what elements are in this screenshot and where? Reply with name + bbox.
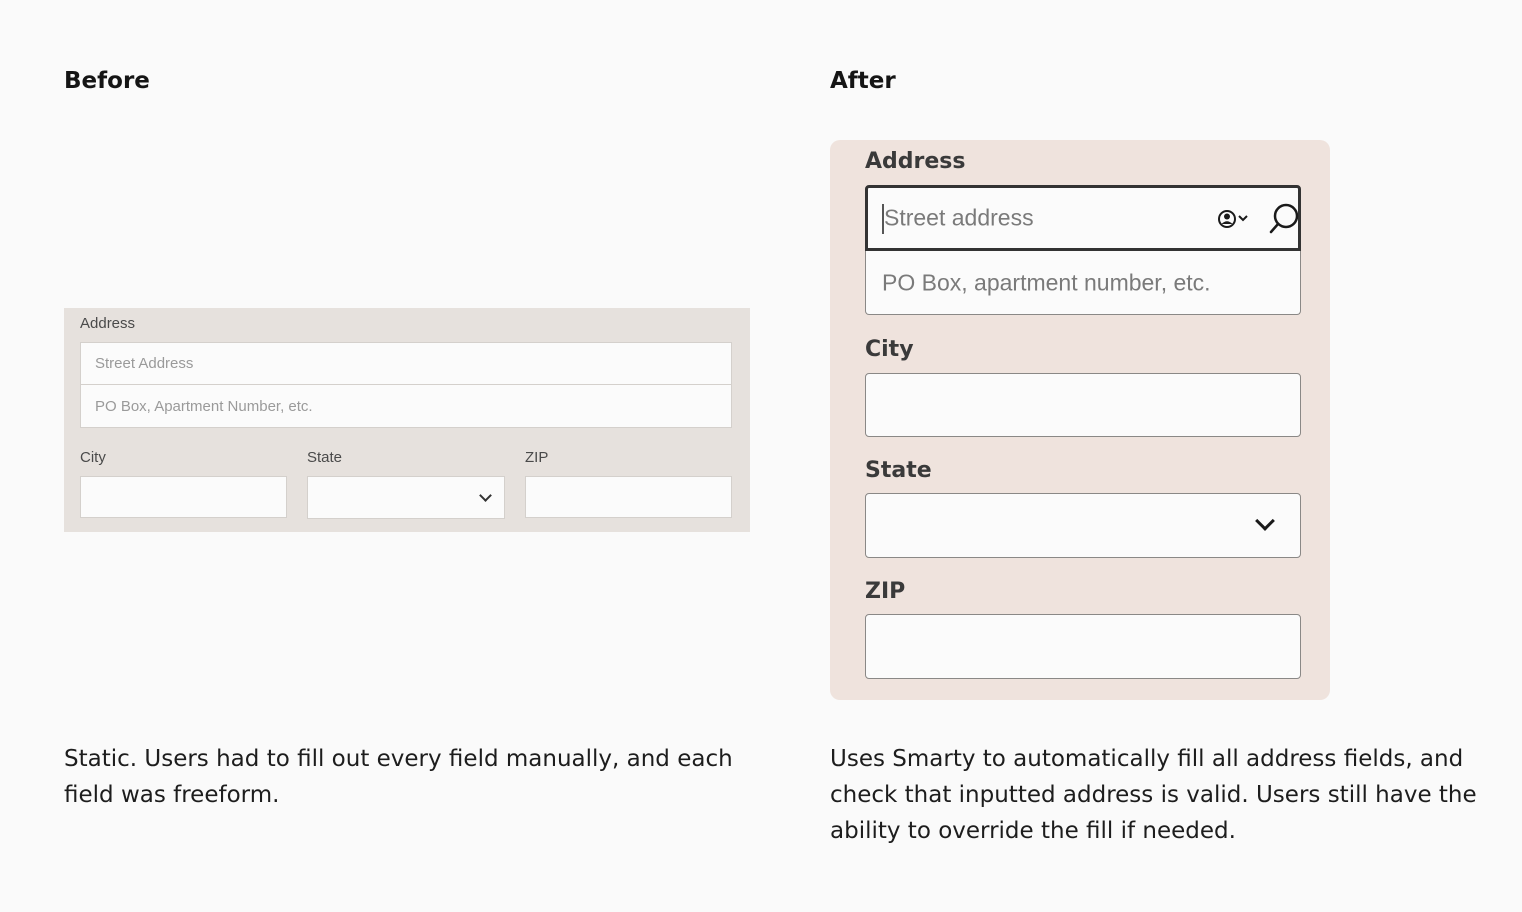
search-icon[interactable] — [1267, 202, 1301, 236]
after-address-label: Address — [865, 149, 966, 174]
before-secondary-address-input[interactable] — [80, 384, 732, 428]
contact-autofill-icon[interactable] — [1217, 208, 1253, 230]
before-state-select[interactable] — [307, 476, 505, 519]
after-street-address-input[interactable] — [865, 185, 1301, 251]
before-city-label: City — [80, 449, 106, 466]
after-heading: After — [830, 68, 896, 94]
before-zip-label: ZIP — [525, 449, 549, 466]
before-secondary-address-placeholder: PO Box, Apartment Number, etc. — [95, 397, 313, 415]
after-state-label: State — [865, 458, 932, 483]
after-zip-label: ZIP — [865, 579, 906, 604]
after-city-input[interactable] — [865, 373, 1301, 437]
after-street-address-placeholder: Street address — [884, 204, 1034, 231]
after-state-select[interactable] — [865, 493, 1301, 558]
before-state-label: State — [307, 449, 343, 466]
after-zip-input[interactable] — [865, 614, 1301, 679]
chevron-down-icon — [1255, 511, 1275, 531]
after-secondary-address-placeholder: PO Box, apartment number, etc. — [882, 269, 1211, 295]
before-street-address-input[interactable] — [80, 342, 732, 385]
after-caption: Uses Smarty to automatically fill all address fields, and check that inputted address is valid. Users still have the ability to override the fill if needed. — [830, 746, 1477, 844]
before-caption: Static. Users had to fill out every field manually, and each field was freeform. — [64, 746, 733, 808]
before-heading: Before — [64, 68, 150, 94]
after-address-form — [830, 140, 1330, 700]
before-street-address-placeholder: Street Address — [95, 355, 194, 372]
before-city-input[interactable] — [80, 476, 287, 518]
after-secondary-address-input[interactable] — [865, 251, 1301, 315]
before-address-label: Address — [80, 315, 136, 332]
before-address-form — [64, 308, 750, 532]
before-zip-input[interactable] — [525, 476, 732, 518]
after-city-label: City — [865, 337, 914, 362]
chevron-down-icon — [479, 489, 492, 502]
